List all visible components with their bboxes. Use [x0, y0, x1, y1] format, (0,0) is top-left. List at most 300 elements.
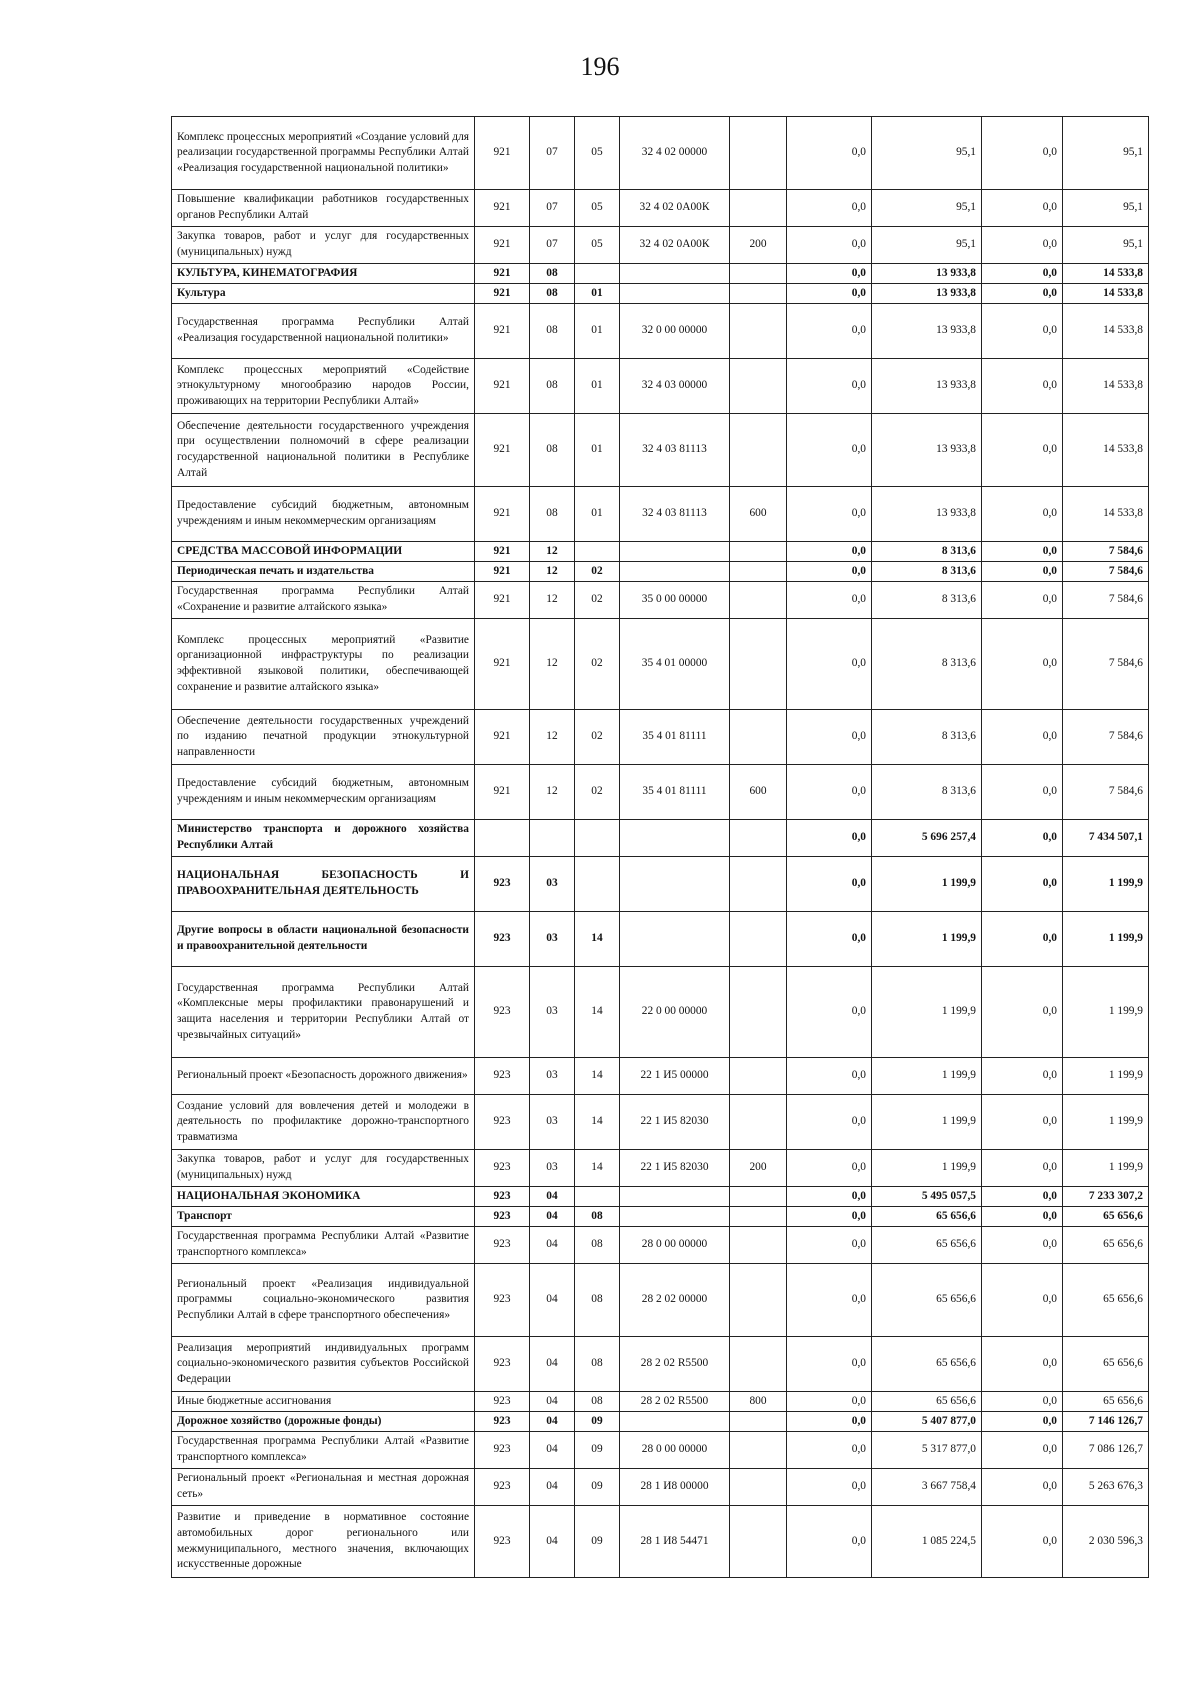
section-code-cell: 03 [530, 967, 575, 1058]
expense-type-cell: 200 [730, 227, 787, 264]
subsection-code-cell: 09 [575, 1412, 620, 1432]
target-article-cell: 28 0 00 00000 [620, 1227, 730, 1264]
target-article-cell [620, 264, 730, 284]
expense-type-cell [730, 1337, 787, 1392]
target-article-cell [620, 820, 730, 857]
admin-code-cell: 921 [475, 359, 530, 414]
table-row [172, 1506, 1149, 1578]
subsection-code-cell: 08 [575, 1392, 620, 1412]
section-code-cell [530, 820, 575, 857]
expense-type-cell [730, 1506, 787, 1578]
amount-2-cell: 8 313,6 [872, 562, 982, 582]
amount-2-cell: 8 313,6 [872, 542, 982, 562]
budget-table-body [172, 117, 1149, 1578]
expense-type-cell [730, 1187, 787, 1207]
amount-3-cell: 0,0 [982, 284, 1063, 304]
target-article-cell: 35 4 01 81111 [620, 765, 730, 820]
amount-4-cell: 7 584,6 [1063, 542, 1149, 562]
item-name-cell: Государственная программа Республики Алтай «Реализация государственной национальной политики» [172, 304, 475, 359]
amount-1-cell: 0,0 [787, 264, 872, 284]
amount-2-cell: 13 933,8 [872, 487, 982, 542]
subsection-code-cell [575, 820, 620, 857]
target-article-cell: 32 4 02 00000 [620, 117, 730, 190]
section-code-cell: 12 [530, 619, 575, 710]
item-name-cell: Государственная программа Республики Алтай «Сохранение и развитие алтайского языка» [172, 582, 475, 619]
amount-2-cell: 13 933,8 [872, 304, 982, 359]
admin-code-cell: 923 [475, 1506, 530, 1578]
target-article-cell: 35 4 01 81111 [620, 710, 730, 765]
admin-code-cell: 921 [475, 190, 530, 227]
amount-2-cell: 5 407 877,0 [872, 1412, 982, 1432]
target-article-cell [620, 542, 730, 562]
amount-2-cell: 65 656,6 [872, 1207, 982, 1227]
table-row [172, 1058, 1149, 1095]
admin-code-cell: 923 [475, 1432, 530, 1469]
section-code-cell: 12 [530, 582, 575, 619]
item-name-cell: НАЦИОНАЛЬНАЯ ЭКОНОМИКА [172, 1187, 475, 1207]
amount-1-cell: 0,0 [787, 710, 872, 765]
table-row [172, 1432, 1149, 1469]
table-row [172, 542, 1149, 562]
section-code-cell: 04 [530, 1264, 575, 1337]
target-article-cell: 32 4 02 0А00К [620, 227, 730, 264]
item-name-cell: СРЕДСТВА МАССОВОЙ ИНФОРМАЦИИ [172, 542, 475, 562]
admin-code-cell: 921 [475, 117, 530, 190]
table-row [172, 1412, 1149, 1432]
target-article-cell: 28 2 02 R5500 [620, 1337, 730, 1392]
amount-2-cell: 95,1 [872, 117, 982, 190]
amount-4-cell: 14 533,8 [1063, 487, 1149, 542]
section-code-cell: 03 [530, 857, 575, 912]
target-article-cell: 22 0 00 00000 [620, 967, 730, 1058]
section-code-cell: 04 [530, 1432, 575, 1469]
subsection-code-cell [575, 542, 620, 562]
amount-1-cell: 0,0 [787, 1432, 872, 1469]
amount-3-cell: 0,0 [982, 582, 1063, 619]
amount-3-cell: 0,0 [982, 857, 1063, 912]
amount-3-cell: 0,0 [982, 1337, 1063, 1392]
item-name-cell: Предоставление субсидий бюджетным, автономным учреждениям и иным некоммерческим организациям [172, 765, 475, 820]
target-article-cell: 32 4 03 81113 [620, 414, 730, 487]
amount-2-cell: 65 656,6 [872, 1392, 982, 1412]
budget-table [171, 116, 1149, 1578]
admin-code-cell: 921 [475, 487, 530, 542]
section-code-cell: 12 [530, 542, 575, 562]
admin-code-cell: 921 [475, 414, 530, 487]
expense-type-cell [730, 117, 787, 190]
amount-3-cell: 0,0 [982, 117, 1063, 190]
section-code-cell: 04 [530, 1469, 575, 1506]
admin-code-cell: 923 [475, 1095, 530, 1150]
item-name-cell: Комплекс процессных мероприятий «Содействие этнокультурному многообразию народов России, проживающих на территории Республики Алтай» [172, 359, 475, 414]
amount-3-cell: 0,0 [982, 487, 1063, 542]
subsection-code-cell: 02 [575, 765, 620, 820]
table-row [172, 710, 1149, 765]
expense-type-cell [730, 1432, 787, 1469]
item-name-cell: Министерство транспорта и дорожного хозяйства Республики Алтай [172, 820, 475, 857]
item-name-cell: Обеспечение деятельности государственных учреждений по изданию печатной продукции этнокультурной направленности [172, 710, 475, 765]
amount-2-cell: 65 656,6 [872, 1337, 982, 1392]
item-name-cell: Комплекс процессных мероприятий «Развитие организационной инфраструктуры по реализации эффективной языковой политики, обеспечивающей сохранение и развитие алтайского языка» [172, 619, 475, 710]
expense-type-cell [730, 542, 787, 562]
subsection-code-cell: 02 [575, 619, 620, 710]
table-row [172, 619, 1149, 710]
section-code-cell: 08 [530, 487, 575, 542]
amount-1-cell: 0,0 [787, 227, 872, 264]
subsection-code-cell: 14 [575, 1058, 620, 1095]
amount-2-cell: 1 199,9 [872, 857, 982, 912]
admin-code-cell: 923 [475, 1392, 530, 1412]
amount-4-cell: 14 533,8 [1063, 264, 1149, 284]
amount-3-cell: 0,0 [982, 1412, 1063, 1432]
section-code-cell: 03 [530, 1150, 575, 1187]
admin-code-cell: 923 [475, 1187, 530, 1207]
table-row [172, 190, 1149, 227]
amount-3-cell: 0,0 [982, 967, 1063, 1058]
admin-code-cell: 923 [475, 1337, 530, 1392]
table-row [172, 857, 1149, 912]
subsection-code-cell: 08 [575, 1264, 620, 1337]
amount-1-cell: 0,0 [787, 1392, 872, 1412]
expense-type-cell [730, 264, 787, 284]
target-article-cell: 28 2 02 R5500 [620, 1392, 730, 1412]
expense-type-cell [730, 304, 787, 359]
target-article-cell [620, 562, 730, 582]
amount-1-cell: 0,0 [787, 1187, 872, 1207]
expense-type-cell [730, 359, 787, 414]
amount-3-cell: 0,0 [982, 1207, 1063, 1227]
expense-type-cell [730, 284, 787, 304]
amount-4-cell: 14 533,8 [1063, 359, 1149, 414]
amount-1-cell: 0,0 [787, 1095, 872, 1150]
subsection-code-cell: 14 [575, 967, 620, 1058]
admin-code-cell: 923 [475, 1058, 530, 1095]
item-name-cell: Иные бюджетные ассигнования [172, 1392, 475, 1412]
amount-1-cell: 0,0 [787, 857, 872, 912]
item-name-cell: Региональный проект «Реализация индивидуальной программы социально-экономического развития Республики Алтай в сфере транспортного обеспечения» [172, 1264, 475, 1337]
amount-2-cell: 8 313,6 [872, 765, 982, 820]
section-code-cell: 08 [530, 359, 575, 414]
amount-4-cell: 7 584,6 [1063, 582, 1149, 619]
expense-type-cell [730, 582, 787, 619]
target-article-cell [620, 1412, 730, 1432]
section-code-cell: 08 [530, 284, 575, 304]
amount-4-cell: 2 030 596,3 [1063, 1506, 1149, 1578]
section-code-cell: 04 [530, 1392, 575, 1412]
admin-code-cell: 923 [475, 1207, 530, 1227]
section-code-cell: 04 [530, 1207, 575, 1227]
expense-type-cell: 600 [730, 487, 787, 542]
subsection-code-cell: 09 [575, 1469, 620, 1506]
item-name-cell: Периодическая печать и издательства [172, 562, 475, 582]
section-code-cell: 12 [530, 765, 575, 820]
expense-type-cell [730, 1207, 787, 1227]
subsection-code-cell [575, 1187, 620, 1207]
amount-4-cell: 65 656,6 [1063, 1392, 1149, 1412]
target-article-cell: 22 1 И5 82030 [620, 1095, 730, 1150]
amount-3-cell: 0,0 [982, 542, 1063, 562]
amount-3-cell: 0,0 [982, 619, 1063, 710]
amount-4-cell: 7 584,6 [1063, 765, 1149, 820]
section-code-cell: 08 [530, 414, 575, 487]
table-row [172, 1207, 1149, 1227]
admin-code-cell: 923 [475, 857, 530, 912]
subsection-code-cell: 09 [575, 1432, 620, 1469]
admin-code-cell: 921 [475, 284, 530, 304]
expense-type-cell [730, 1469, 787, 1506]
section-code-cell: 03 [530, 912, 575, 967]
item-name-cell: Создание условий для вовлечения детей и молодежи в деятельность по профилактике дорожно-транспортного травматизма [172, 1095, 475, 1150]
amount-1-cell: 0,0 [787, 117, 872, 190]
section-code-cell: 07 [530, 117, 575, 190]
amount-4-cell: 65 656,6 [1063, 1227, 1149, 1264]
amount-4-cell: 95,1 [1063, 227, 1149, 264]
table-row [172, 117, 1149, 190]
section-code-cell: 07 [530, 190, 575, 227]
amount-4-cell: 65 656,6 [1063, 1337, 1149, 1392]
amount-3-cell: 0,0 [982, 1058, 1063, 1095]
subsection-code-cell: 02 [575, 582, 620, 619]
target-article-cell: 35 0 00 00000 [620, 582, 730, 619]
admin-code-cell: 921 [475, 264, 530, 284]
amount-4-cell: 7 584,6 [1063, 619, 1149, 710]
table-row [172, 1227, 1149, 1264]
amount-1-cell: 0,0 [787, 967, 872, 1058]
admin-code-cell: 921 [475, 542, 530, 562]
amount-1-cell: 0,0 [787, 284, 872, 304]
amount-3-cell: 0,0 [982, 1187, 1063, 1207]
subsection-code-cell: 08 [575, 1227, 620, 1264]
expense-type-cell [730, 1058, 787, 1095]
admin-code-cell: 923 [475, 1412, 530, 1432]
item-name-cell: Обеспечение деятельности государственного учреждения при осуществлении полномочий в сфере реализации государственной национальной политики в Республике Алтай [172, 414, 475, 487]
item-name-cell: НАЦИОНАЛЬНАЯ БЕЗОПАСНОСТЬ И ПРАВООХРАНИТЕЛЬНАЯ ДЕЯТЕЛЬНОСТЬ [172, 857, 475, 912]
item-name-cell: Региональный проект «Безопасность дорожного движения» [172, 1058, 475, 1095]
amount-4-cell: 5 263 676,3 [1063, 1469, 1149, 1506]
target-article-cell: 22 1 И5 00000 [620, 1058, 730, 1095]
subsection-code-cell: 14 [575, 912, 620, 967]
section-code-cell: 04 [530, 1337, 575, 1392]
amount-2-cell: 13 933,8 [872, 359, 982, 414]
subsection-code-cell: 01 [575, 284, 620, 304]
expense-type-cell: 600 [730, 765, 787, 820]
amount-1-cell: 0,0 [787, 619, 872, 710]
expense-type-cell: 800 [730, 1392, 787, 1412]
admin-code-cell: 921 [475, 304, 530, 359]
target-article-cell [620, 1207, 730, 1227]
admin-code-cell: 921 [475, 619, 530, 710]
expense-type-cell [730, 857, 787, 912]
section-code-cell: 04 [530, 1412, 575, 1432]
amount-4-cell: 14 533,8 [1063, 414, 1149, 487]
amount-1-cell: 0,0 [787, 1412, 872, 1432]
section-code-cell: 03 [530, 1058, 575, 1095]
amount-2-cell: 13 933,8 [872, 264, 982, 284]
amount-1-cell: 0,0 [787, 912, 872, 967]
expense-type-cell: 200 [730, 1150, 787, 1187]
expense-type-cell [730, 190, 787, 227]
expense-type-cell [730, 1095, 787, 1150]
amount-2-cell: 5 317 877,0 [872, 1432, 982, 1469]
amount-3-cell: 0,0 [982, 190, 1063, 227]
section-code-cell: 04 [530, 1227, 575, 1264]
amount-2-cell: 1 199,9 [872, 1095, 982, 1150]
admin-code-cell: 921 [475, 562, 530, 582]
expense-type-cell [730, 562, 787, 582]
page-number: 196 [580, 52, 620, 81]
target-article-cell: 28 1 И8 54471 [620, 1506, 730, 1578]
amount-1-cell: 0,0 [787, 1337, 872, 1392]
table-row [172, 912, 1149, 967]
target-article-cell: 28 1 И8 00000 [620, 1469, 730, 1506]
expense-type-cell [730, 710, 787, 765]
amount-4-cell: 7 584,6 [1063, 710, 1149, 765]
table-row [172, 1392, 1149, 1412]
amount-3-cell: 0,0 [982, 414, 1063, 487]
amount-1-cell: 0,0 [787, 1207, 872, 1227]
table-row [172, 820, 1149, 857]
amount-2-cell: 1 199,9 [872, 1058, 982, 1095]
admin-code-cell: 921 [475, 710, 530, 765]
amount-4-cell: 1 199,9 [1063, 1095, 1149, 1150]
expense-type-cell [730, 967, 787, 1058]
subsection-code-cell: 05 [575, 117, 620, 190]
amount-3-cell: 0,0 [982, 227, 1063, 264]
amount-1-cell: 0,0 [787, 487, 872, 542]
item-name-cell: Закупка товаров, работ и услуг для государственных (муниципальных) нужд [172, 227, 475, 264]
amount-1-cell: 0,0 [787, 562, 872, 582]
item-name-cell: Государственная программа Республики Алтай «Развитие транспортного комплекса» [172, 1227, 475, 1264]
admin-code-cell [475, 820, 530, 857]
amount-3-cell: 0,0 [982, 359, 1063, 414]
target-article-cell [620, 857, 730, 912]
section-code-cell: 04 [530, 1187, 575, 1207]
amount-3-cell: 0,0 [982, 1264, 1063, 1337]
amount-1-cell: 0,0 [787, 1058, 872, 1095]
amount-2-cell: 8 313,6 [872, 619, 982, 710]
target-article-cell: 28 0 00 00000 [620, 1432, 730, 1469]
amount-1-cell: 0,0 [787, 304, 872, 359]
table-row [172, 284, 1149, 304]
subsection-code-cell: 08 [575, 1337, 620, 1392]
amount-1-cell: 0,0 [787, 1506, 872, 1578]
amount-2-cell: 95,1 [872, 227, 982, 264]
section-code-cell: 04 [530, 1506, 575, 1578]
table-row [172, 1150, 1149, 1187]
amount-1-cell: 0,0 [787, 1227, 872, 1264]
table-row [172, 227, 1149, 264]
section-code-cell: 07 [530, 227, 575, 264]
amount-4-cell: 95,1 [1063, 117, 1149, 190]
item-name-cell: Культура [172, 284, 475, 304]
target-article-cell: 32 4 02 0А00К [620, 190, 730, 227]
item-name-cell: Повышение квалификации работников государственных органов Республики Алтай [172, 190, 475, 227]
amount-1-cell: 0,0 [787, 820, 872, 857]
target-article-cell [620, 284, 730, 304]
amount-3-cell: 0,0 [982, 765, 1063, 820]
amount-3-cell: 0,0 [982, 1506, 1063, 1578]
amount-1-cell: 0,0 [787, 190, 872, 227]
subsection-code-cell: 08 [575, 1207, 620, 1227]
amount-4-cell: 1 199,9 [1063, 1150, 1149, 1187]
amount-3-cell: 0,0 [982, 912, 1063, 967]
amount-2-cell: 5 696 257,4 [872, 820, 982, 857]
amount-1-cell: 0,0 [787, 414, 872, 487]
amount-4-cell: 65 656,6 [1063, 1264, 1149, 1337]
item-name-cell: Комплекс процессных мероприятий «Создание условий для реализации государственной программы Республики Алтай «Реализация государственной национальной политики» [172, 117, 475, 190]
amount-3-cell: 0,0 [982, 264, 1063, 284]
subsection-code-cell: 05 [575, 190, 620, 227]
amount-2-cell: 3 667 758,4 [872, 1469, 982, 1506]
target-article-cell: 22 1 И5 82030 [620, 1150, 730, 1187]
item-name-cell: Государственная программа Республики Алтай «Развитие транспортного комплекса» [172, 1432, 475, 1469]
admin-code-cell: 923 [475, 1264, 530, 1337]
expense-type-cell [730, 619, 787, 710]
table-row [172, 1469, 1149, 1506]
amount-1-cell: 0,0 [787, 1469, 872, 1506]
amount-4-cell: 14 533,8 [1063, 304, 1149, 359]
subsection-code-cell: 14 [575, 1095, 620, 1150]
subsection-code-cell: 01 [575, 304, 620, 359]
amount-2-cell: 8 313,6 [872, 582, 982, 619]
amount-1-cell: 0,0 [787, 582, 872, 619]
target-article-cell [620, 1187, 730, 1207]
section-code-cell: 03 [530, 1095, 575, 1150]
expense-type-cell [730, 1412, 787, 1432]
amount-4-cell: 1 199,9 [1063, 857, 1149, 912]
amount-2-cell: 1 199,9 [872, 967, 982, 1058]
amount-3-cell: 0,0 [982, 1469, 1063, 1506]
admin-code-cell: 923 [475, 1150, 530, 1187]
amount-4-cell: 7 233 307,2 [1063, 1187, 1149, 1207]
amount-2-cell: 13 933,8 [872, 284, 982, 304]
subsection-code-cell: 14 [575, 1150, 620, 1187]
amount-1-cell: 0,0 [787, 1150, 872, 1187]
amount-2-cell: 95,1 [872, 190, 982, 227]
item-name-cell: Транспорт [172, 1207, 475, 1227]
amount-3-cell: 0,0 [982, 562, 1063, 582]
admin-code-cell: 923 [475, 967, 530, 1058]
amount-2-cell: 5 495 057,5 [872, 1187, 982, 1207]
admin-code-cell: 921 [475, 765, 530, 820]
amount-4-cell: 7 434 507,1 [1063, 820, 1149, 857]
amount-3-cell: 0,0 [982, 304, 1063, 359]
amount-4-cell: 14 533,8 [1063, 284, 1149, 304]
target-article-cell: 32 0 00 00000 [620, 304, 730, 359]
table-row [172, 967, 1149, 1058]
amount-2-cell: 13 933,8 [872, 414, 982, 487]
item-name-cell: Региональный проект «Региональная и местная дорожная сеть» [172, 1469, 475, 1506]
amount-2-cell: 8 313,6 [872, 710, 982, 765]
expense-type-cell [730, 414, 787, 487]
amount-3-cell: 0,0 [982, 1227, 1063, 1264]
amount-3-cell: 0,0 [982, 1392, 1063, 1412]
amount-2-cell: 1 199,9 [872, 1150, 982, 1187]
subsection-code-cell [575, 857, 620, 912]
subsection-code-cell: 09 [575, 1506, 620, 1578]
amount-4-cell: 7 146 126,7 [1063, 1412, 1149, 1432]
expense-type-cell [730, 1227, 787, 1264]
section-code-cell: 12 [530, 562, 575, 582]
table-row [172, 304, 1149, 359]
expense-type-cell [730, 912, 787, 967]
target-article-cell [620, 912, 730, 967]
target-article-cell: 32 4 03 81113 [620, 487, 730, 542]
amount-4-cell: 95,1 [1063, 190, 1149, 227]
subsection-code-cell: 05 [575, 227, 620, 264]
amount-2-cell: 65 656,6 [872, 1227, 982, 1264]
amount-1-cell: 0,0 [787, 765, 872, 820]
